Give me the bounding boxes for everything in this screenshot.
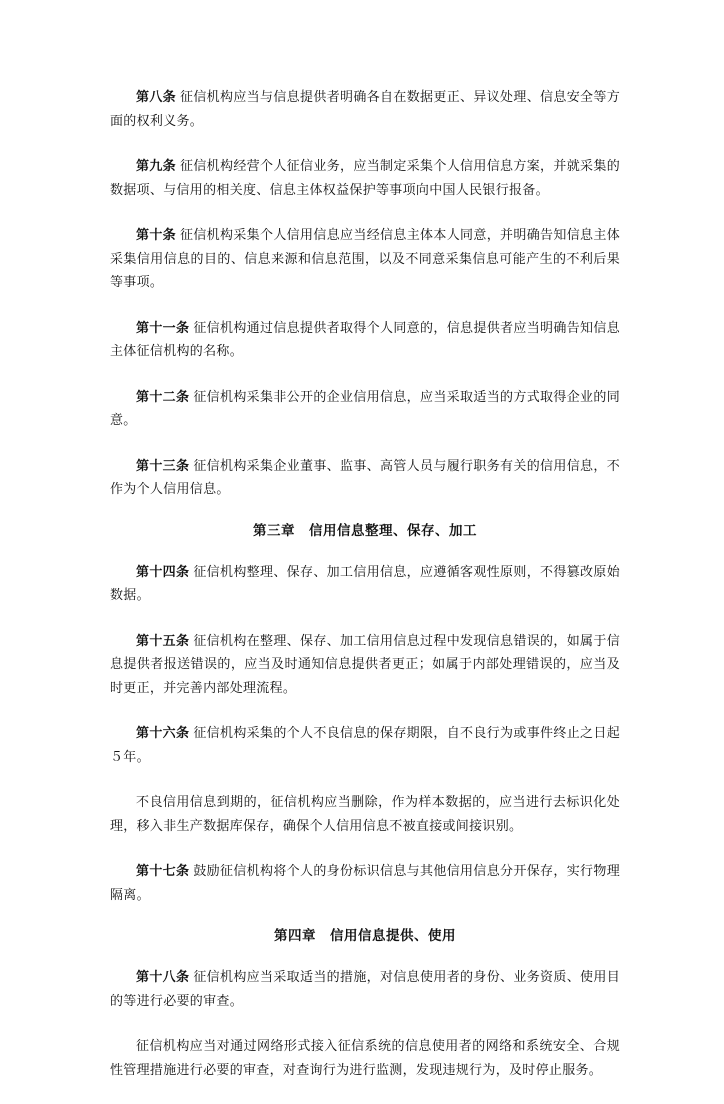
article-number: 第十二条	[136, 389, 190, 405]
article-text: 征信机构采集企业董事、监事、高管人员与履行职务有关的信用信息，不作为个人信用信息。	[110, 458, 620, 497]
article-13	[110, 455, 620, 502]
article-text: 征信机构应当对通过网络形式接入征信系统的信息使用者的网络和系统安全、合规性管理措施进行必要的审查，对查询行为进行监测，发现违规行为，及时停止服务。	[110, 1039, 620, 1078]
article-text: 征信机构采集非公开的企业信用信息，应当采取适当的方式取得企业的同意。	[110, 389, 620, 428]
chapter-4-heading: 第四章 信用信息提供、使用	[274, 928, 456, 944]
article-12	[110, 386, 620, 433]
document-page	[110, 86, 620, 1104]
article-10	[110, 224, 620, 295]
article-16-paragraph-2	[110, 791, 620, 838]
article-17	[110, 860, 620, 907]
article-text: 征信机构通过信息提供者取得个人同意的，信息提供者应当明确告知信息主体征信机构的名称。	[110, 320, 620, 359]
article-number: 第九条	[136, 159, 177, 174]
article-text: 征信机构在整理、保存、加工信用信息过程中发现信息错误的，如属于信息提供者报送错误的，应当及时通知信息提供者更正；如属于内部处理错误的，应当及时更正，并完善内部处理流程。	[110, 633, 620, 696]
article-18-paragraph-2	[110, 1035, 620, 1082]
article-text: 征信机构整理、保存、加工信用信息，应遵循客观性原则，不得篡改原始数据。	[110, 564, 620, 603]
article-number: 第十三条	[136, 458, 190, 474]
article-number: 第十一条	[136, 320, 190, 336]
article-text: 征信机构经营个人征信业务，应当制定采集个人信用信息方案，并就采集的数据项、与信用的相关度、信息主体权益保护等事项向中国人民银行报备。	[110, 159, 621, 198]
article-number: 第十八条	[136, 970, 190, 985]
article-9	[110, 155, 620, 202]
article-16	[110, 722, 620, 769]
article-number: 第十七条	[136, 864, 190, 879]
chapter-3-heading: 第三章 信用信息整理、保存、加工	[253, 522, 477, 539]
article-18	[110, 966, 620, 1013]
article-number: 第十条	[136, 228, 177, 243]
article-text: 鼓励征信机构将个人的身份标识信息与其他信用信息分开保存，实行物理隔离。	[110, 864, 620, 903]
article-number: 第十四条	[136, 564, 190, 580]
article-text: 征信机构应当采取适当的措施，对信息使用者的身份、业务资质、使用目的等进行必要的审查。	[110, 970, 620, 1009]
article-15	[110, 630, 620, 701]
article-text: 征信机构采集的个人不良信息的保存期限，自不良行为或事件终止之日起５年。	[110, 726, 620, 765]
article-14	[110, 561, 620, 608]
article-11	[110, 317, 620, 364]
article-number: 第十五条	[136, 633, 190, 649]
article-text: 征信机构应当与信息提供者明确各自在数据更正、异议处理、信息安全等方面的权利义务。	[110, 90, 621, 129]
article-text: 征信机构采集个人信用信息应当经信息主体本人同意，并明确告知信息主体采集信用信息的目的、信息来源和信息范围，以及不同意采集信息可能产生的不利后果等事项。	[110, 228, 621, 290]
article-number: 第十六条	[136, 726, 190, 741]
article-number: 第八条	[136, 90, 177, 105]
article-text: 不良信用信息到期的，征信机构应当删除，作为样本数据的，应当进行去标识化处理，移入非生产数据库保存，确保个人信用信息不被直接或间接识别。	[110, 795, 620, 834]
article-8	[110, 86, 620, 133]
